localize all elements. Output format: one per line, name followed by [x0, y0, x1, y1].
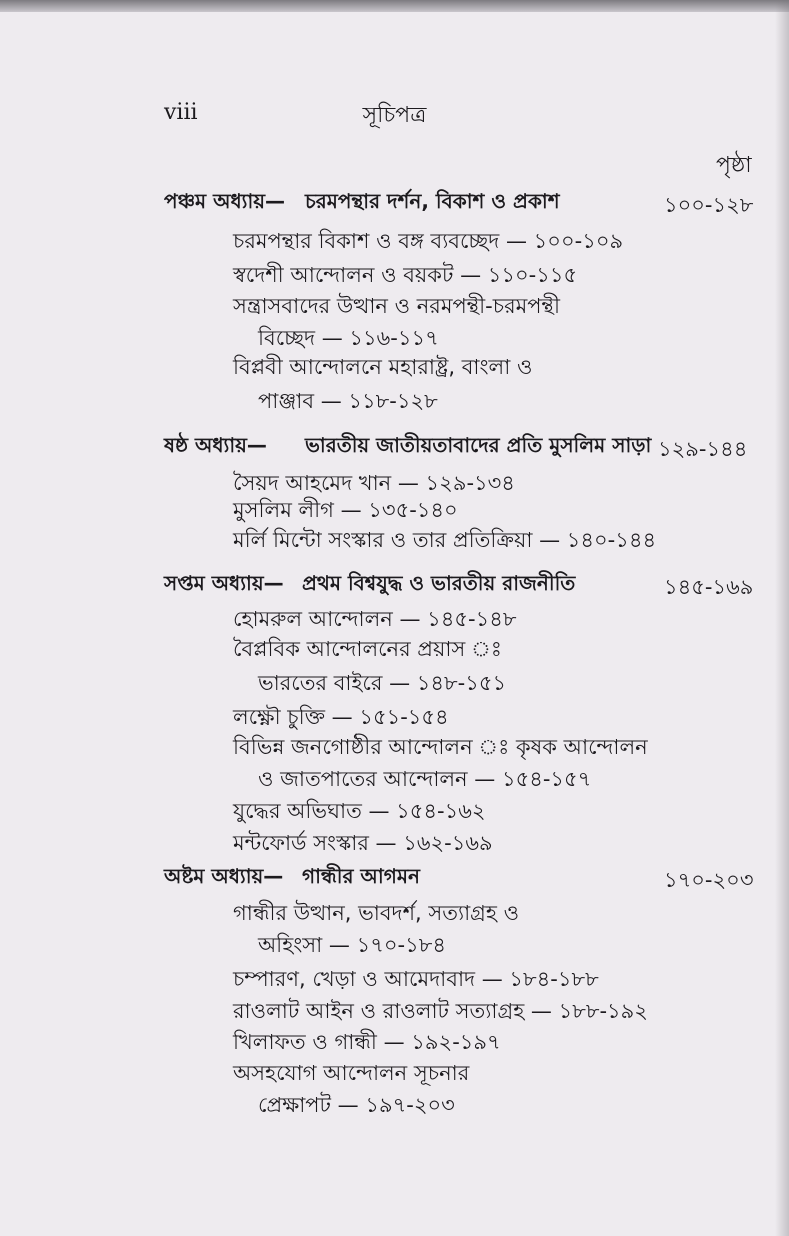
topic-line: প্রেক্ষাপট — ১৯৭-২০৩ [258, 1093, 455, 1117]
topic-line: সৈয়দ আহমেদ খান — ১২৯-১৩৪ [233, 471, 515, 495]
topic-line: বিচ্ছেদ — ১১৬-১১৭ [258, 326, 439, 350]
chapter-title: গান্ধীর আগমন [302, 864, 420, 888]
topic-line: বিপ্লবী আন্দোলনে মহারাষ্ট্র, বাংলা ও [233, 355, 533, 379]
chapter-pages: ১২৯-১৪৪ [658, 437, 748, 461]
topic-line: চরমপন্থার বিকাশ ও বঙ্গ ব্যবচ্ছেদ — ১০০-১০৯ [233, 229, 624, 253]
topic-line: স্বদেশী আন্দোলন ও বয়কট — ১১০-১১৫ [233, 263, 578, 287]
topic-line: চম্পারণ, খেড়া ও আমেদাবাদ — ১৮৪-১৮৮ [233, 967, 599, 991]
topic-line: হোমরুল আন্দোলন — ১৪৫-১৪৮ [233, 607, 517, 631]
chapter-title: ভারতীয় জাতীয়তাবাদের প্রতি মুসলিম সাড়া [305, 433, 652, 457]
topic-line: লক্ষ্ণৌ চুক্তি — ১৫১-১৫৪ [233, 705, 449, 729]
chapter-label: ষষ্ঠ অধ্যায়— [164, 433, 267, 457]
page-title: সূচিপত্র [362, 103, 427, 128]
topic-line: মর্লি মিন্টো সংস্কার ও তার প্রতিক্রিয়া — ১৪০-১৪৪ [233, 528, 657, 552]
topic-line: যুদ্ধের অভিঘাত — ১৫৪-১৬২ [233, 799, 486, 823]
topic-line: ভারতের বাইরে — ১৪৮-১৫১ [258, 671, 507, 695]
topic-line: বৈপ্লবিক আন্দোলনের প্রয়াস ঃ [233, 637, 502, 661]
topic-line: খিলাফত ও গান্ধী — ১৯২-১৯৭ [233, 1030, 501, 1054]
page-top-shadow [0, 0, 789, 12]
topic-line: অহিংসা — ১৭০-১৮৪ [258, 933, 446, 957]
topic-line: পাঞ্জাব — ১১৮-১২৮ [258, 389, 438, 413]
chapter-pages: ১০০-১২৮ [664, 193, 754, 217]
page-column-label: পৃষ্ঠা [716, 153, 752, 178]
chapter-pages: ১৪৫-১৬৯ [664, 575, 754, 599]
chapter-label: পঞ্চম অধ্যায়— [164, 189, 286, 213]
topic-line: বিভিন্ন জনগোষ্ঠীর আন্দোলন ঃ কৃষক আন্দোলন [233, 735, 648, 759]
chapter-pages: ১৭০-২০৩ [664, 868, 754, 892]
chapter-title: চরমপন্থার দর্শন, বিকাশ ও প্রকাশ [305, 189, 560, 213]
topic-line: ও জাতপাতের আন্দোলন — ১৫৪-১৫৭ [258, 767, 592, 791]
topic-line: মন্টফোর্ড সংস্কার — ১৬২-১৬৯ [233, 831, 493, 855]
page-edge-shadow [775, 0, 789, 1236]
chapter-label: অষ্টম অধ্যায়— [164, 864, 284, 888]
topic-line: অসহযোগ আন্দোলন সূচনার [233, 1061, 470, 1085]
topic-line: সন্ত্রাসবাদের উত্থান ও নরমপন্থী-চরমপন্থী [233, 294, 560, 318]
topic-line: রাওলাট আইন ও রাওলাট সত্যাগ্রহ — ১৮৮-১৯২ [233, 999, 648, 1023]
chapter-label: সপ্তম অধ্যায়— [164, 571, 284, 595]
chapter-title: প্রথম বিশ্বযুদ্ধ ও ভারতীয় রাজনীতি [302, 571, 576, 595]
topic-line: মুসলিম লীগ — ১৩৫-১৪০ [233, 498, 458, 522]
page-number: viii [164, 100, 198, 125]
topic-line: গান্ধীর উত্থান, ভাবদর্শ, সত্যাগ্রহ ও [233, 901, 520, 925]
